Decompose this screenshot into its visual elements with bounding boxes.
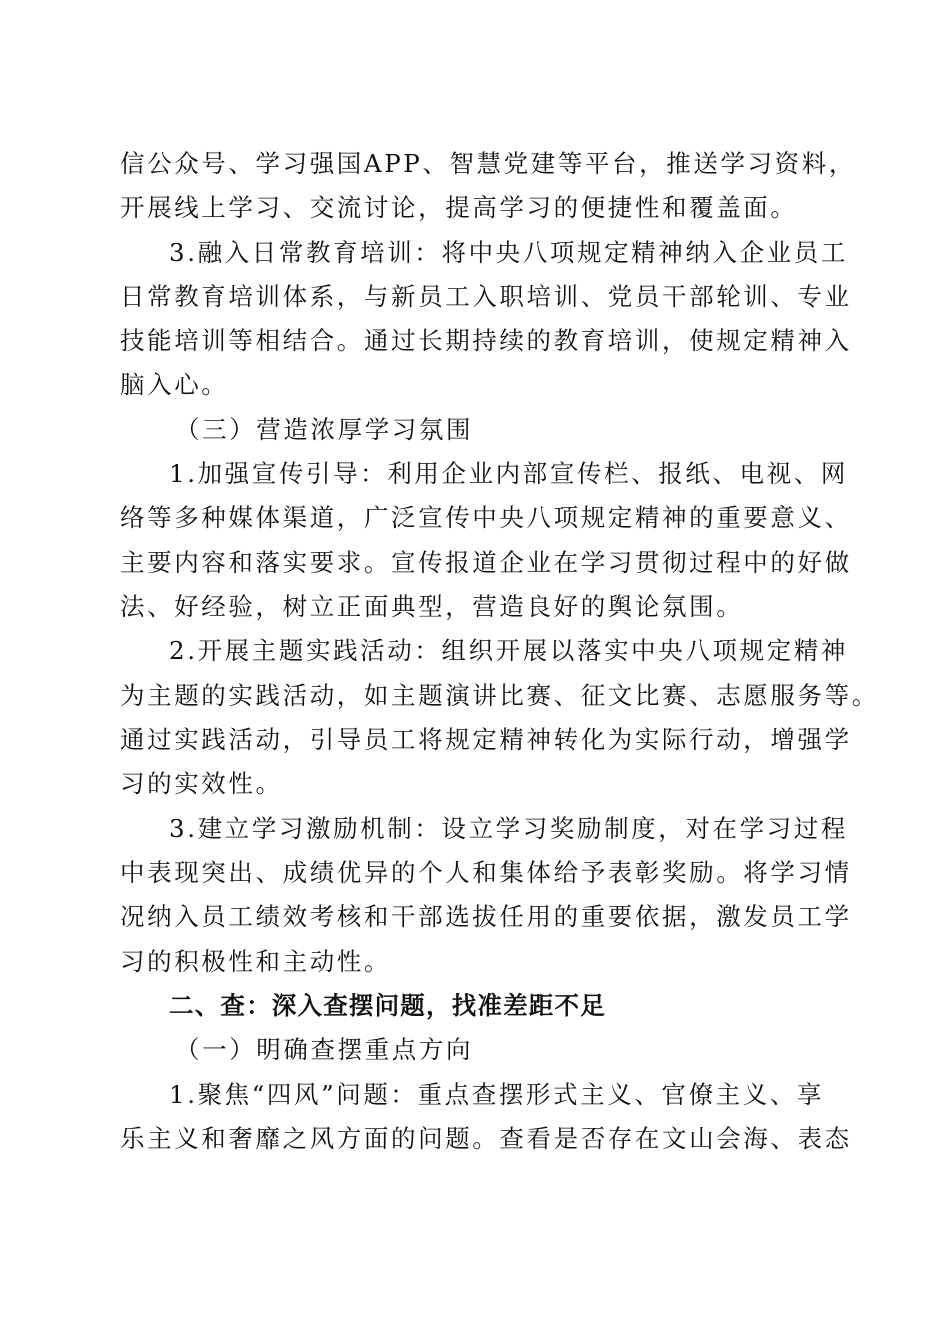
- section-heading: 二、查：深入查摆问题，找准差距不足: [169, 991, 606, 1020]
- body-text-line: 中表现突出、成绩优异的个人和集体给予表彰奖励。将学习情: [120, 858, 852, 887]
- section-subheading: （一）明确查摆重点方向: [175, 1035, 474, 1064]
- paragraph-first-line: 1.加强宣传引导：利用企业内部宣传栏、报纸、电视、网: [169, 459, 848, 488]
- paragraph-first-line: 3.融入日常教育培训：将中央八项规定精神纳入企业员工: [169, 238, 848, 267]
- body-text-line: 日常教育培训体系，与新员工入职培训、党员干部轮训、专业: [120, 282, 852, 311]
- body-text-line: 络等多种媒体渠道，广泛宣传中央八项规定精神的重要意义、: [120, 503, 852, 532]
- body-text-line: 主要内容和落实要求。宣传报道企业在学习贯彻过程中的好做: [120, 548, 852, 577]
- body-text-line: 通过实践活动，引导员工将规定精神转化为实际行动，增强学: [120, 725, 852, 754]
- paragraph-first-line: 3.建立学习激励机制：设立学习奖励制度，对在学习过程: [169, 814, 848, 843]
- body-text-line: 况纳入员工绩效考核和干部选拔任用的重要依据，激发员工学: [120, 902, 852, 931]
- body-text-line: 信公众号、学习强国APP、智慧党建等平台，推送学习资料，: [120, 149, 856, 178]
- body-text-line: 脑入心。: [120, 370, 229, 399]
- body-text-line: 习的实效性。: [120, 769, 283, 798]
- body-text-line: 技能培训等相结合。通过长期持续的教育培训，使规定精神入: [120, 326, 852, 355]
- body-text-line: 开展线上学习、交流讨论，提高学习的便捷性和覆盖面。: [120, 193, 798, 222]
- paragraph-first-line: 1.聚焦“四风”问题：重点查摆形式主义、官僚主义、享: [169, 1080, 825, 1109]
- section-subheading: （三）营造浓厚学习氛围: [175, 415, 474, 444]
- paragraph-first-line: 2.开展主题实践活动：组织开展以落实中央八项规定精神: [169, 636, 848, 665]
- body-text-line: 乐主义和奢靡之风方面的问题。查看是否存在文山会海、表态: [120, 1124, 852, 1153]
- body-text-line: 为主题的实践活动，如主题演讲比赛、征文比赛、志愿服务等。: [120, 681, 879, 710]
- body-text-line: 习的积极性和主动性。: [120, 947, 391, 976]
- body-text-line: 法、好经验，树立正面典型，营造良好的舆论氛围。: [120, 592, 744, 621]
